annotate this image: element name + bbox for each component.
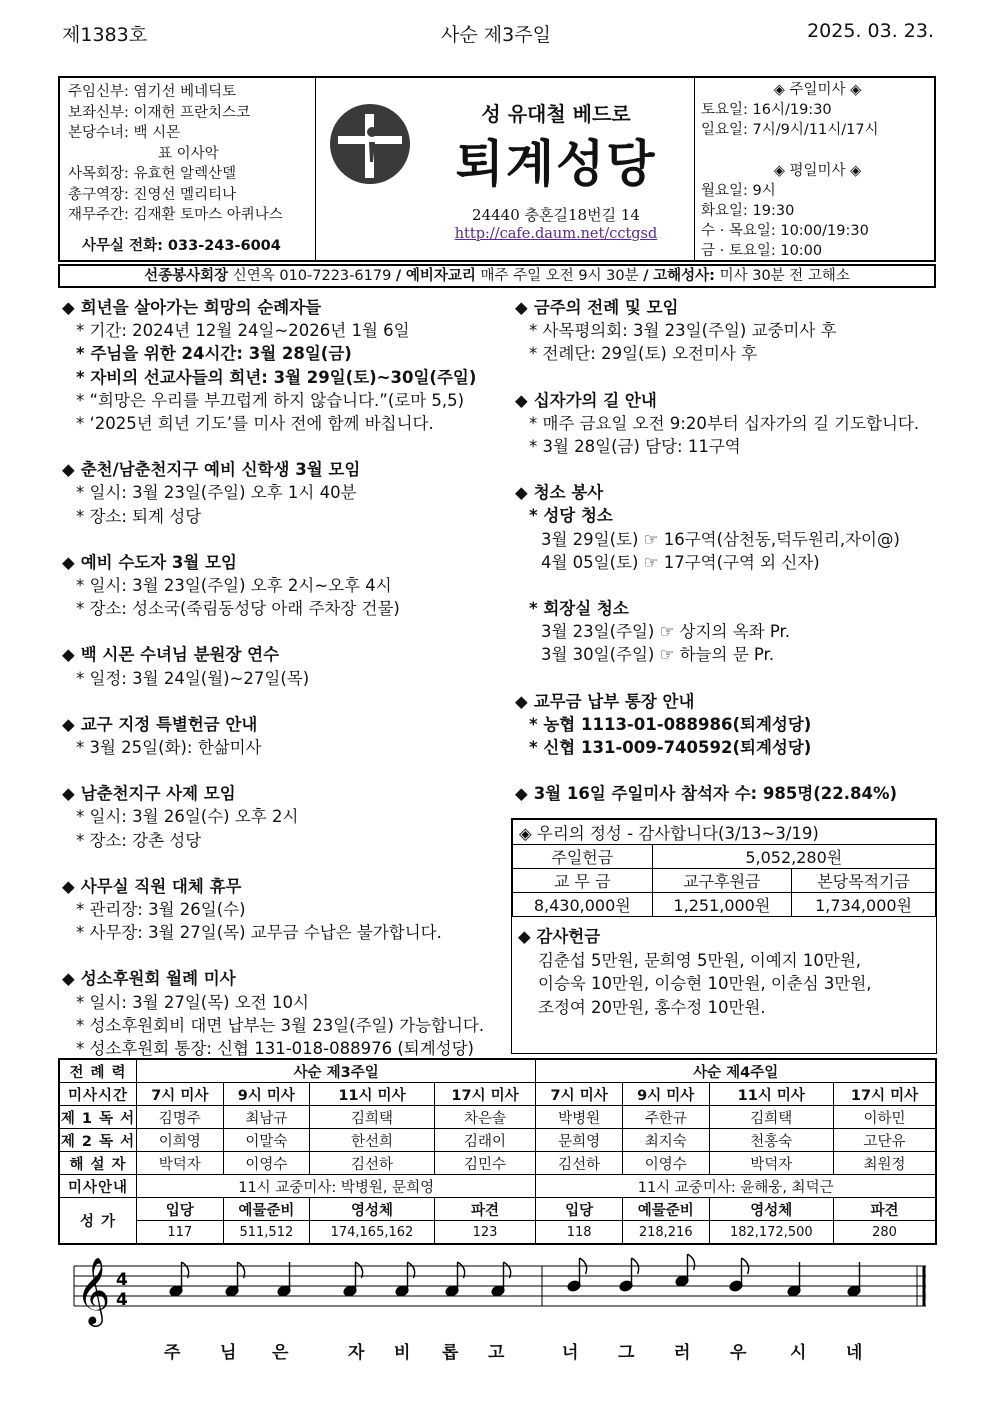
lyric-syllable: 네 — [846, 1343, 863, 1363]
time-cell: 11시 미사 — [310, 1083, 435, 1106]
commentator-row — [59, 1152, 936, 1175]
diamond-icon: ◆ — [62, 460, 75, 480]
reader-cell: 김희택 — [310, 1106, 435, 1129]
weekday-mass-line: 금 · 토요일: 10:00 — [701, 243, 823, 260]
commentator-cell: 김선하 — [310, 1152, 435, 1175]
offering-head: 본당목적기금 — [792, 869, 936, 893]
notice-item: * 일시: 3월 23일(주일) 오후 2시~오후 4시 — [76, 576, 392, 596]
lyric-syllable: 자 — [348, 1343, 365, 1363]
gift-line: 조정여 20만원, 홍수정 10만원. — [538, 997, 766, 1017]
lyric-syllable: 우 — [730, 1343, 747, 1363]
gift-title: ◆ 감사헌금 — [518, 927, 601, 946]
hymn-head: 영성체 — [310, 1198, 435, 1221]
notice-title: ◆ 교무금 납부 통장 안내 — [515, 691, 695, 711]
notice-item: * 장소: 퇴계 성당 — [76, 506, 202, 526]
reader-cell: 최남규 — [223, 1106, 310, 1129]
commentator-cell: 김민수 — [434, 1152, 536, 1175]
row-label: 해 설 자 — [59, 1152, 137, 1175]
notice-item: * 사무장: 3월 27일(목) 교무금 수납은 불가합니다. — [76, 923, 442, 943]
notice-item: * 자비의 선교사들의 희년: 3월 29일(토)~30일(주일) — [76, 367, 477, 387]
cleaning-hall-title: * 회장실 청소 — [529, 599, 629, 619]
music-staff-icon — [60, 1254, 940, 1334]
notice-title: ◆ 금주의 전례 및 모임 — [515, 298, 679, 317]
staff-line: 보좌신부: 이재헌 프란치스코 — [68, 104, 251, 121]
church-cafe-link[interactable]: http://cafe.daum.net/cctgsd — [454, 226, 658, 242]
reader-cell: 김명주 — [137, 1106, 224, 1129]
gift-line: 이승욱 10만원, 이승현 10만원, 이춘심 3만원, — [538, 974, 872, 993]
diamond-icon: ◆ — [62, 552, 75, 572]
hymn-value: 123 — [434, 1221, 536, 1245]
reader-cell: 김희택 — [709, 1106, 834, 1129]
notice-item: * 신협 131-009-740592(퇴계성당) — [529, 738, 812, 758]
notice-item: * 주님을 위한 24시간: 3월 28일(금) — [76, 344, 352, 364]
notice-item: * 3월 28일(금) 담당: 11구역 — [529, 437, 741, 457]
lyric-syllable: 너 — [562, 1343, 579, 1363]
mass-info-cell: 11시 교중미사: 윤해웅, 최덕근 — [536, 1175, 936, 1198]
cleaning-item: 3월 23일(주일) ☞ 상지의 옥좌 Pr. — [541, 622, 791, 642]
week2-title: 사순 제4주일 — [536, 1059, 936, 1083]
notice-item: * 전례단: 29일(토) 오전미사 후 — [529, 344, 758, 364]
weekday-mass-line: 월요일: 9시 — [701, 182, 776, 199]
attendance-notice: ◆ 3월 16일 주일미사 참석자 수: 985명(22.84%) — [515, 784, 898, 804]
notice-item: * ‘2025년 희년 기도’를 미사 전에 함께 바칩니다. — [76, 414, 434, 434]
diamond-icon: ◆ — [515, 483, 528, 503]
offering-title: ◈ 우리의 정성 - 감사합니다(3/13~3/19) — [513, 820, 936, 845]
left-notices — [62, 296, 502, 1060]
weekday-mass-line: 수 · 목요일: 10:00/19:30 — [701, 223, 869, 240]
sunday-mass-title: ◈ 주일미사 ◈ — [773, 82, 862, 98]
offering-value: 1,734,000원 — [792, 893, 936, 917]
cleaning-church-title: * 성당 청소 — [529, 506, 613, 526]
notice-item: * “희망은 우리를 부끄럽게 하지 않습니다.”(로마 5,5) — [76, 390, 465, 410]
lyric-syllable: 시 — [790, 1343, 807, 1363]
notice-title: ◆ 예비 수도자 3월 모임 — [62, 552, 237, 572]
gift-line: 김춘섭 5만원, 문희영 5만원, 이예지 10만원, — [538, 950, 862, 970]
issue-number: 제1383호 — [62, 24, 148, 46]
notice-item: * 성소후원회비 대면 납부는 3월 23일(주일) 가능합니다. — [76, 1015, 485, 1035]
offering-value: 8,430,000원 — [513, 893, 653, 917]
office-phone: 사무실 전화: 033-243-6004 — [82, 237, 281, 254]
lyric-syllable: 은 — [272, 1343, 289, 1363]
staff-line: 본당수녀: 백 시몬 — [68, 125, 181, 141]
notice-title: ◆ 남춘천지구 사제 모임 — [62, 784, 236, 804]
reader-cell: 천홍숙 — [709, 1129, 834, 1152]
lyric-syllable: 비 — [394, 1343, 411, 1363]
row-label: 성 가 — [59, 1198, 137, 1245]
diamond-icon: ◆ — [62, 969, 75, 989]
staff-line: 표 이사악 — [158, 145, 219, 162]
hymn-head-row — [59, 1198, 936, 1221]
hymn-head: 예물준비 — [622, 1198, 709, 1221]
issue-date: 2025. 03. 23. — [807, 20, 934, 42]
time-cell: 9시 미사 — [622, 1083, 709, 1106]
separator: / — [643, 268, 649, 284]
header-box — [58, 76, 936, 262]
staff-list — [60, 78, 316, 260]
diamond-icon: ◆ — [62, 714, 75, 734]
hymn-head: 예물준비 — [223, 1198, 310, 1221]
church-address: 24440 충혼길18번길 14 — [472, 206, 640, 224]
right-notices — [515, 296, 935, 805]
diamond-icon: ◆ — [62, 298, 75, 317]
hymn-head: 입당 — [536, 1198, 623, 1221]
mass-info-cell: 11시 교중미사: 박병원, 문희영 — [137, 1175, 536, 1198]
reader-cell: 고단유 — [834, 1129, 936, 1152]
commentator-cell: 이영수 — [622, 1152, 709, 1175]
reading1-row — [59, 1106, 936, 1129]
liturgical-week: 사순 제3주일 — [441, 24, 551, 46]
cleaning-item: 3월 29일(토) ☞ 16구역(삼천동,덕두원리,자이@) — [541, 529, 900, 549]
music-score — [60, 1254, 940, 1384]
notice-item: * 3월 25일(화): 한삶미사 — [76, 738, 262, 758]
confession-value: 미사 30분 전 고해소 — [719, 268, 850, 284]
hymn-value: 182,172,500 — [709, 1221, 834, 1245]
confession-label: 고해성사: — [653, 268, 715, 284]
cleaning-item: 3월 30일(주일) ☞ 하늘의 문 Pr. — [541, 645, 775, 665]
time-cell: 11시 미사 — [709, 1083, 834, 1106]
reader-cell: 이하민 — [834, 1106, 936, 1129]
lyric-syllable: 그 — [618, 1343, 635, 1363]
offering-box — [511, 818, 937, 1054]
sunday-mass-line: 일요일: 7시/9시/11시/17시 — [701, 122, 879, 139]
reader-cell: 김래이 — [434, 1129, 536, 1152]
commentator-cell: 박덕자 — [137, 1152, 224, 1175]
funeral-label: 선종봉사회장 — [144, 268, 229, 284]
commentator-cell: 이영수 — [223, 1152, 310, 1175]
time-cell: 9시 미사 — [223, 1083, 310, 1106]
offering-table — [512, 819, 936, 917]
hymn-value: 280 — [834, 1221, 936, 1245]
notice-item: * 장소: 성소국(죽림동성당 아래 주차장 건물) — [76, 599, 400, 619]
reader-cell: 문희영 — [536, 1129, 623, 1152]
notice-item: * 일정: 3월 24일(월)~27일(목) — [76, 668, 310, 688]
sunday-mass-line: 토요일: 16시/19:30 — [701, 102, 832, 119]
lyric-syllable: 롭 — [442, 1343, 459, 1363]
reader-cell: 최지숙 — [622, 1129, 709, 1152]
info-bar — [58, 264, 936, 288]
row-label: 전 례 력 — [59, 1059, 137, 1083]
lyric-syllable: 님 — [220, 1343, 237, 1363]
diamond-icon: ◆ — [62, 876, 75, 896]
catechism-value: 매주 주일 오전 9시 30분 — [480, 268, 639, 284]
notice-item: * 기간: 2024년 12월 24일~2026년 1월 6일 — [76, 321, 410, 341]
notice-item: * 성소후원회 통장: 신협 131-018-088976 (퇴계성당) — [76, 1039, 474, 1059]
sunday-offering-label: 주일헌금 — [513, 845, 653, 869]
reader-cell: 한선희 — [310, 1129, 435, 1152]
offering-head: 교 무 금 — [513, 869, 653, 893]
hymn-head: 파견 — [834, 1198, 936, 1221]
lyric-syllable: 러 — [674, 1343, 691, 1363]
info-row — [59, 1175, 936, 1198]
week1-title: 사순 제3주일 — [137, 1059, 536, 1083]
church-subtitle: 성 유대철 베드로 — [481, 102, 631, 126]
notice-title: ◆ 교구 지정 특별헌금 안내 — [62, 714, 258, 734]
lyrics-line — [60, 1338, 940, 1368]
hymn-value: 511,512 — [223, 1221, 310, 1245]
notice-item: * 농협 1113-01-088986(퇴계성당) — [529, 714, 812, 734]
notice-item: * 관리장: 3월 26일(수) — [76, 900, 246, 920]
lyric-syllable: 고 — [488, 1343, 505, 1363]
reader-cell: 이말숙 — [223, 1129, 310, 1152]
notice-title: ◆ 성소후원회 월례 미사 — [62, 969, 236, 989]
catechism-label: 예비자교리 — [405, 268, 476, 284]
staff-line: 재무주간: 김재환 토마스 아퀴나스 — [68, 207, 283, 223]
notice-item: * 일시: 3월 23일(주일) 오후 1시 40분 — [76, 483, 357, 503]
hymn-head: 영성체 — [709, 1198, 834, 1221]
sunday-offering-value: 5,052,280원 — [652, 845, 935, 869]
hymn-value: 118 — [536, 1221, 623, 1245]
hymn-head: 파견 — [434, 1198, 536, 1221]
staff-line: 총구역장: 진영선 멜리티나 — [68, 186, 237, 203]
reader-cell: 박병원 — [536, 1106, 623, 1129]
notice-title: ◆ 사무실 직원 대체 휴무 — [62, 876, 242, 896]
reader-cell: 차은솔 — [434, 1106, 536, 1129]
notice-item: * 일시: 3월 27일(목) 오전 10시 — [76, 992, 309, 1012]
diamond-icon: ◆ — [515, 298, 528, 317]
lyric-syllable: 주 — [164, 1343, 181, 1363]
offering-head: 교구후원금 — [652, 869, 792, 893]
commentator-cell: 최원정 — [834, 1152, 936, 1175]
notice-item: * 매주 금요일 오전 9:20부터 십자가의 길 기도합니다. — [529, 413, 920, 433]
hymn-value: 218,216 — [622, 1221, 709, 1245]
svg-text:4: 4 — [116, 1290, 128, 1310]
hymn-head: 입당 — [137, 1198, 224, 1221]
cross-logo-icon — [328, 102, 412, 186]
row-label: 미사시간 — [59, 1083, 137, 1106]
row-label: 제 2 독 서 — [59, 1129, 137, 1152]
commentator-cell: 김선하 — [536, 1152, 623, 1175]
notice-title: ◆ 백 시몬 수녀님 분원장 연수 — [62, 645, 280, 665]
reading2-row — [59, 1129, 936, 1152]
staff-line: 사목회장: 유효헌 알렉산델 — [68, 166, 237, 182]
notice-title: ◆ 춘천/남춘천지구 예비 신학생 3월 모임 — [62, 460, 361, 480]
diamond-icon: ◆ — [62, 784, 75, 804]
funeral-value: 신연옥 010-7223-6179 — [232, 268, 392, 284]
notice-item: * 일시: 3월 26일(수) 오후 2시 — [76, 807, 299, 827]
offering-value: 1,251,000원 — [652, 893, 792, 917]
weekday-mass-title: ◈ 평일미사 ◈ — [773, 162, 862, 179]
thanks-gifts — [512, 917, 936, 1019]
mass-times — [694, 78, 934, 260]
row-label: 제 1 독 서 — [59, 1106, 137, 1129]
cleaning-item: 4월 05일(토) ☞ 17구역(구역 외 신자) — [541, 552, 820, 572]
time-cell: 17시 미사 — [834, 1083, 936, 1106]
row-label: 미사안내 — [59, 1175, 137, 1198]
time-cell: 7시 미사 — [536, 1083, 623, 1106]
commentator-cell: 박덕자 — [709, 1152, 834, 1175]
hymn-value: 174,165,162 — [310, 1221, 435, 1245]
diamond-icon: ◆ — [515, 390, 528, 410]
reader-cell: 주한규 — [622, 1106, 709, 1129]
weekday-mass-line: 화요일: 19:30 — [701, 203, 795, 220]
svg-text:𝄞: 𝄞 — [76, 1256, 111, 1324]
svg-text:4: 4 — [116, 1270, 128, 1290]
notice-item: * 사목평의회: 3월 23일(주일) 교중미사 후 — [529, 321, 837, 341]
church-title-block — [316, 78, 694, 260]
times-row — [59, 1083, 936, 1106]
notice-title: ◆ 희년을 살아가는 희망의 순례자들 — [62, 298, 322, 317]
diamond-icon: ◆ — [515, 691, 528, 711]
time-cell: 17시 미사 — [434, 1083, 536, 1106]
hymn-value-row — [59, 1221, 936, 1245]
church-name: 퇴계성당 — [455, 135, 657, 193]
separator: / — [395, 268, 402, 284]
staff-line: 주임신부: 염기선 베네딕토 — [68, 84, 237, 100]
diamond-icon: ◆ — [515, 784, 528, 804]
notice-item: * 장소: 강촌 성당 — [76, 830, 202, 850]
notice-title: ◆ 십자가의 길 안내 — [515, 390, 657, 410]
hymn-value: 117 — [137, 1221, 224, 1245]
mass-schedule-table — [58, 1058, 937, 1245]
reader-cell: 이희영 — [137, 1129, 224, 1152]
notice-title: ◆ 청소 봉사 — [515, 483, 604, 503]
time-cell: 7시 미사 — [137, 1083, 224, 1106]
diamond-icon: ◆ — [62, 645, 75, 665]
